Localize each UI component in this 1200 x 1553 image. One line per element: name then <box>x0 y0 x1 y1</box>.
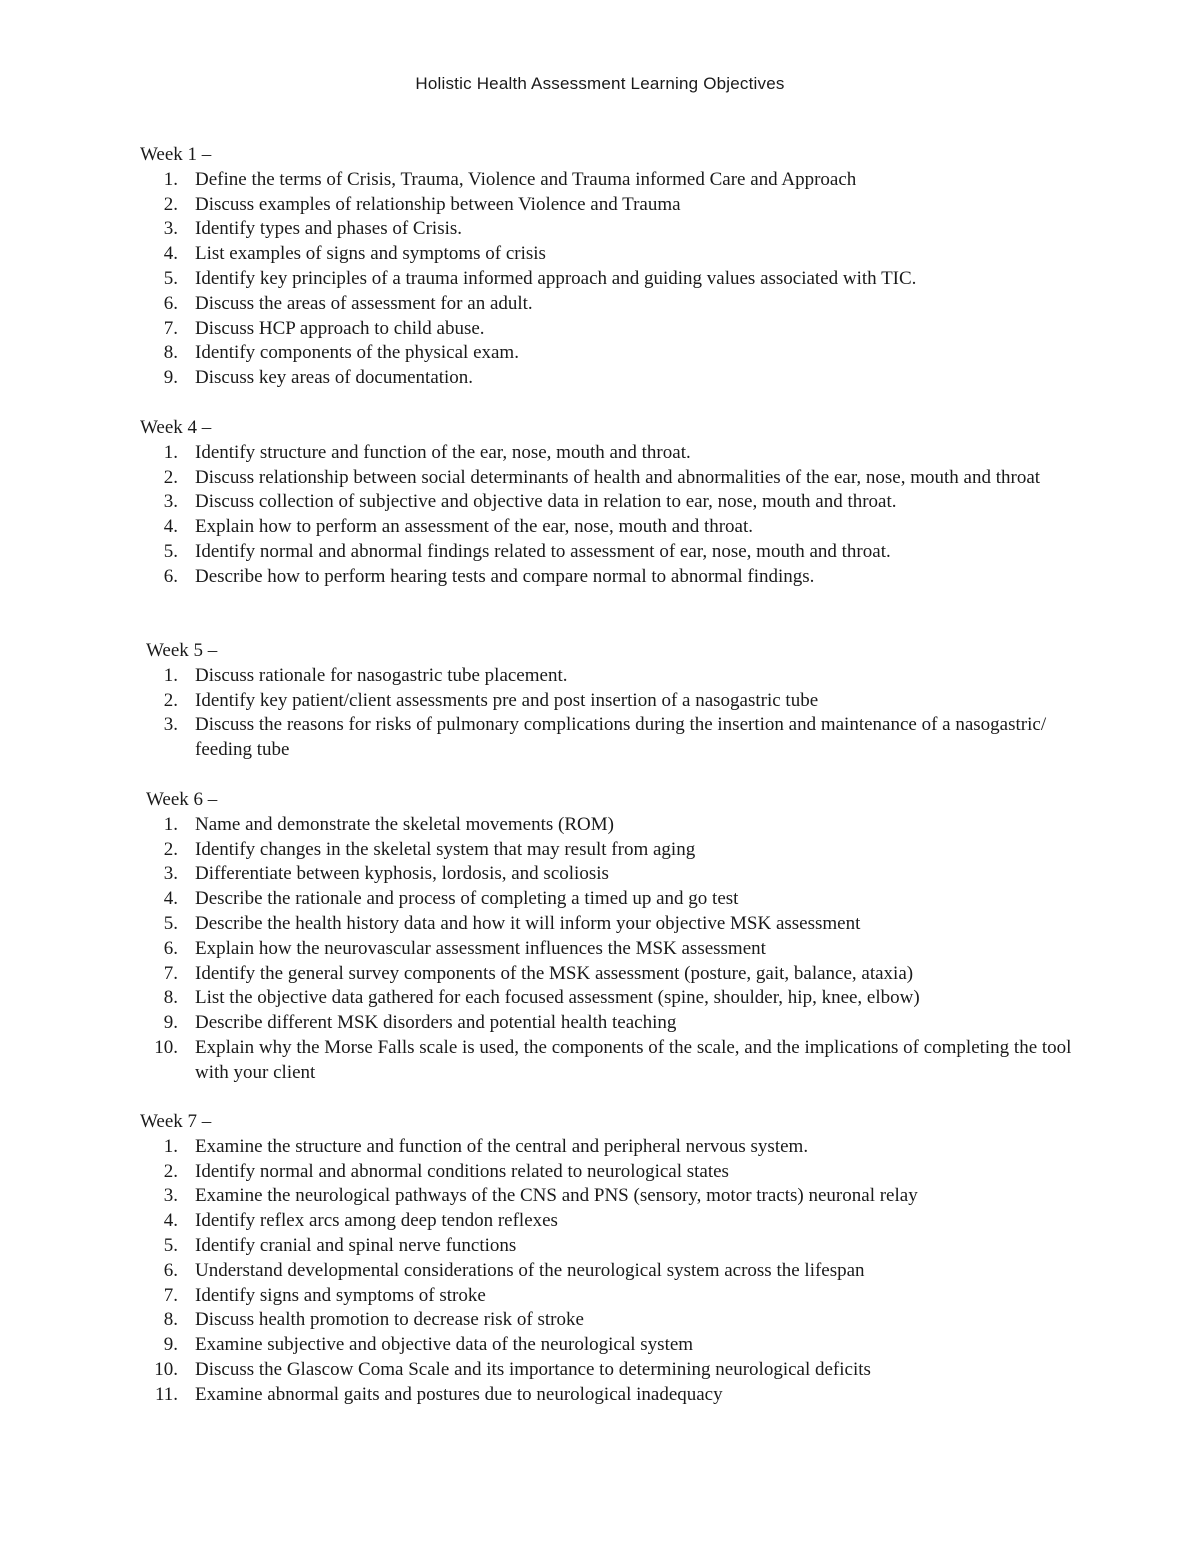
list-item <box>140 664 1080 689</box>
week-heading: Week 6 – <box>146 789 218 810</box>
item-text: Identify normal and abnormal conditions related to neurological states <box>195 1160 729 1182</box>
item-number: 3. <box>163 218 178 240</box>
list-item <box>140 242 1080 267</box>
list-item <box>140 441 1080 466</box>
item-text: Examine abnormal gaits and postures due to neurological inadequacy <box>195 1383 723 1405</box>
item-number: 3. <box>163 491 178 513</box>
list-item <box>140 1036 1080 1086</box>
list-item <box>140 838 1080 863</box>
item-number: 5. <box>163 912 178 934</box>
item-number: 11. <box>154 1383 178 1405</box>
item-text: Identify key principles of a trauma informed approach and guiding values associated with TIC. <box>195 267 917 289</box>
item-text: Examine the neurological pathways of the CNS and PNS (sensory, motor tracts) neuronal relay <box>195 1185 918 1207</box>
list-item <box>140 1383 1080 1408</box>
item-text: Identify normal and abnormal findings related to assessment of ear, nose, mouth and throat. <box>195 540 891 562</box>
objective-list <box>140 813 1080 1086</box>
week-heading: Week 5 – <box>146 640 218 661</box>
item-text: Discuss relationship between social determinants of health and abnormalities of the ear, nose, mouth and throat <box>195 466 1041 488</box>
item-number: 2. <box>163 1160 178 1182</box>
item-text: List the objective data gathered for each focused assessment (spine, shoulder, hip, knee, elbow) <box>195 987 920 1009</box>
item-text: Explain why the Morse Falls scale is used, the components of the scale, and the implications of completing the tool with your client <box>195 1036 1072 1083</box>
item-text: Discuss rationale for nasogastric tube placement. <box>195 664 568 686</box>
item-number: 1. <box>163 441 178 463</box>
item-text: Discuss the Glascow Coma Scale and its importance to determining neurological deficits <box>195 1358 871 1380</box>
list-item <box>140 1160 1080 1185</box>
item-number: 5. <box>163 540 178 562</box>
item-text: Discuss examples of relationship between Violence and Trauma <box>195 193 681 215</box>
item-number: 4. <box>163 888 178 910</box>
item-text: Describe the health history data and how it will inform your objective MSK assessment <box>195 912 861 934</box>
item-text: Discuss key areas of documentation. <box>195 367 474 389</box>
item-text: Identify signs and symptoms of stroke <box>195 1284 486 1306</box>
list-item <box>140 1011 1080 1036</box>
list-item <box>140 1284 1080 1309</box>
list-item <box>140 887 1080 912</box>
item-number: 6. <box>163 1259 178 1281</box>
list-item <box>140 912 1080 937</box>
item-text: Identify key patient/client assessments pre and post insertion of a nasogastric tube <box>195 689 819 711</box>
item-number: 1. <box>163 813 178 835</box>
section-week-7 <box>140 1110 1080 1408</box>
item-number: 6. <box>163 565 178 587</box>
list-item <box>140 986 1080 1011</box>
list-item <box>140 689 1080 714</box>
item-number: 3. <box>163 863 178 885</box>
item-number: 3. <box>163 714 178 736</box>
item-text: Identify changes in the skeletal system that may result from aging <box>195 838 696 860</box>
item-text: Describe different MSK disorders and potential health teaching <box>195 1012 677 1034</box>
list-item <box>140 490 1080 515</box>
item-text: Name and demonstrate the skeletal movements (ROM) <box>195 813 614 835</box>
list-item <box>140 1234 1080 1259</box>
list-item <box>140 862 1080 887</box>
list-item <box>140 1259 1080 1284</box>
item-text: Identify types and phases of Crisis. <box>195 218 463 240</box>
list-item <box>140 267 1080 292</box>
item-text: Identify reflex arcs among deep tendon reflexes <box>195 1210 558 1232</box>
item-number: 2. <box>163 689 178 711</box>
list-item <box>140 317 1080 342</box>
item-number: 7. <box>163 962 178 984</box>
objective-list <box>140 664 1080 763</box>
item-text: Understand developmental considerations of the neurological system across the lifespan <box>195 1259 865 1281</box>
list-item <box>140 193 1080 218</box>
item-number: 6. <box>163 937 178 959</box>
list-item <box>140 466 1080 491</box>
week-heading: Week 1 – <box>140 144 212 165</box>
item-text: Explain how to perform an assessment of the ear, nose, mouth and throat. <box>195 516 754 538</box>
list-item <box>140 1184 1080 1209</box>
list-item <box>140 813 1080 838</box>
list-item <box>140 292 1080 317</box>
item-number: 8. <box>163 342 178 364</box>
item-number: 8. <box>163 987 178 1009</box>
objective-list <box>140 441 1080 590</box>
page-title: Holistic Health Assessment Learning Objectives <box>415 74 785 93</box>
week-heading: Week 4 – <box>140 417 212 438</box>
item-number: 9. <box>163 1334 178 1356</box>
item-number: 3. <box>163 1185 178 1207</box>
item-number: 5. <box>163 267 178 289</box>
item-number: 10. <box>154 1036 178 1058</box>
item-number: 2. <box>163 466 178 488</box>
item-text: Discuss the reasons for risks of pulmonary complications during the insertion and maintenance of a nasogastric/ feeding tube <box>195 714 1047 761</box>
item-text: Examine subjective and objective data of the neurological system <box>195 1334 694 1356</box>
list-item <box>140 515 1080 540</box>
list-item <box>140 168 1080 193</box>
item-text: Discuss collection of subjective and objective data in relation to ear, nose, mouth and throat. <box>195 491 897 513</box>
list-item <box>140 1135 1080 1160</box>
item-text: List examples of signs and symptoms of crisis <box>195 243 546 265</box>
item-number: 2. <box>163 193 178 215</box>
item-text: Discuss health promotion to decrease risk of stroke <box>195 1309 584 1331</box>
section-week-1 <box>140 143 1080 391</box>
section-week-6 <box>140 788 1080 1086</box>
item-text: Explain how the neurovascular assessment influences the MSK assessment <box>195 937 766 959</box>
item-text: Identify components of the physical exam. <box>195 342 519 364</box>
list-item <box>140 713 1080 763</box>
item-text: Identify structure and function of the ear, nose, mouth and throat. <box>195 441 691 463</box>
item-number: 9. <box>163 1012 178 1034</box>
item-text: Describe how to perform hearing tests and compare normal to abnormal findings. <box>195 565 815 587</box>
item-text: Define the terms of Crisis, Trauma, Violence and Trauma informed Care and Approach <box>195 168 857 190</box>
list-item <box>140 1358 1080 1383</box>
item-number: 5. <box>163 1234 178 1256</box>
item-text: Describe the rationale and process of completing a timed up and go test <box>195 888 739 910</box>
week-heading: Week 7 – <box>140 1111 212 1132</box>
item-number: 6. <box>163 292 178 314</box>
item-number: 4. <box>163 1210 178 1232</box>
list-item <box>140 962 1080 987</box>
section-week-4 <box>140 416 1080 590</box>
list-item <box>140 366 1080 391</box>
list-item <box>140 565 1080 590</box>
list-item <box>140 217 1080 242</box>
item-number: 10. <box>154 1358 178 1380</box>
list-item <box>140 937 1080 962</box>
item-text: Examine the structure and function of the central and peripheral nervous system. <box>195 1135 809 1157</box>
item-text: Identify cranial and spinal nerve functions <box>195 1234 517 1256</box>
item-number: 7. <box>163 317 178 339</box>
item-text: Differentiate between kyphosis, lordosis, and scoliosis <box>195 863 609 885</box>
item-number: 2. <box>163 838 178 860</box>
list-item <box>140 1308 1080 1333</box>
section-week-5 <box>140 639 1080 763</box>
objective-list <box>140 168 1080 391</box>
list-item <box>140 540 1080 565</box>
item-text: Discuss the areas of assessment for an adult. <box>195 292 533 314</box>
item-number: 8. <box>163 1309 178 1331</box>
item-text: Discuss HCP approach to child abuse. <box>195 317 485 339</box>
item-number: 7. <box>163 1284 178 1306</box>
list-item <box>140 1209 1080 1234</box>
objective-list <box>140 1135 1080 1408</box>
item-number: 1. <box>163 1135 178 1157</box>
item-number: 1. <box>163 664 178 686</box>
list-item <box>140 1333 1080 1358</box>
item-number: 9. <box>163 367 178 389</box>
item-number: 4. <box>163 516 178 538</box>
item-number: 4. <box>163 243 178 265</box>
item-number: 1. <box>163 168 178 190</box>
item-text: Identify the general survey components of the MSK assessment (posture, gait, balance, ataxia) <box>195 962 914 984</box>
list-item <box>140 341 1080 366</box>
